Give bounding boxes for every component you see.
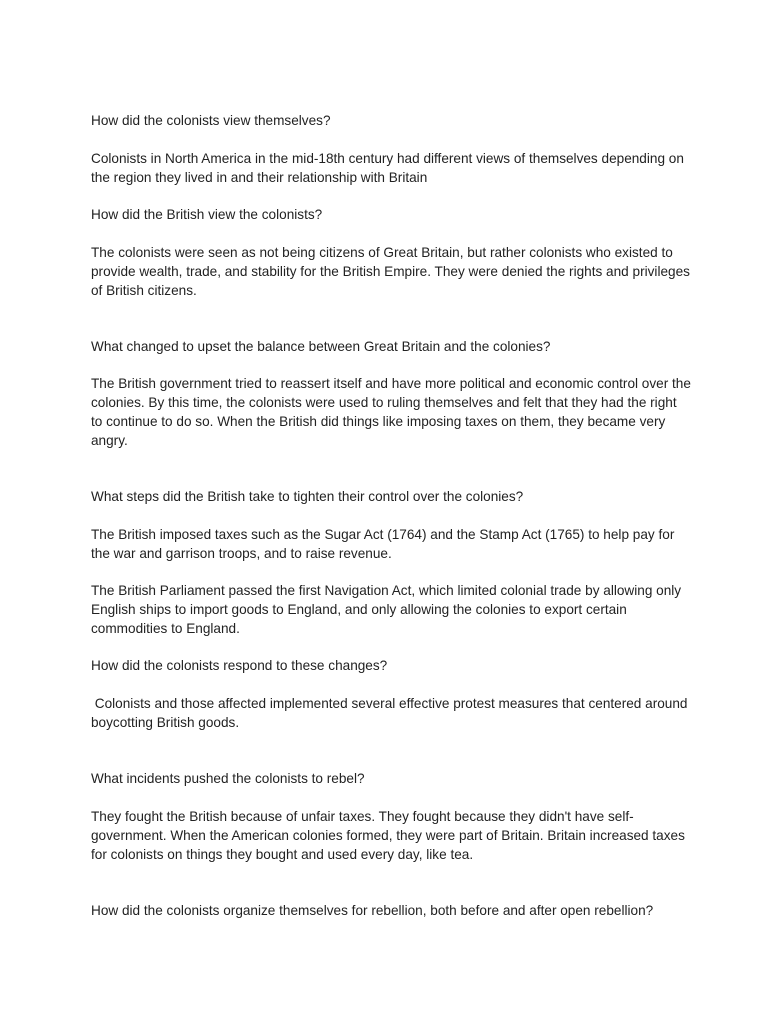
answer-colonists-respond: Colonists and those affected implemented several effective protest measures that centered around boycotting British goods. (91, 696, 692, 730)
question-incidents-rebel: What incidents pushed the colonists to rebel? (91, 771, 365, 786)
question-organize-rebellion: How did the colonists organize themselves for rebellion, both before and after open rebellion? (91, 903, 654, 918)
question-colonists-view-themselves: How did the colonists view themselves? (91, 113, 331, 128)
question-balance-upset: What changed to upset the balance between Great Britain and the colonies? (91, 339, 551, 354)
question-colonists-respond: How did the colonists respond to these changes? (91, 658, 388, 673)
question-british-steps: What steps did the British take to tighten their control over the colonies? (91, 489, 524, 504)
answer-british-taxes: The British imposed taxes such as the Sugar Act (1764) and the Stamp Act (1765) to help pay for the war and garrison troops, and to raise revenue. (91, 527, 675, 561)
answer-balance-upset: The British government tried to reassert itself and have more political and economic control over the colonies. By this time, the colonists were used to ruling themselves and felt that they had the right to continue to do so. When the British did things like imposing taxes on them, they became very angry. (91, 376, 691, 448)
answer-incidents-rebel: They fought the British because of unfair taxes. They fought because they didn't have self-government. When the American colonies formed, they were part of Britain. Britain increased taxes for colonists on things they bought and used every day, like tea. (91, 809, 685, 862)
question-british-view-colonists: How did the British view the colonists? (91, 207, 323, 222)
answer-navigation-act: The British Parliament passed the first Navigation Act, which limited colonial trade by allowing only English ships to import goods to England, and only allowing the colonies to export certain commodities to England. (91, 583, 682, 636)
answer-colonists-view-themselves: Colonists in North America in the mid-18th century had different views of themselves depending on the region they lived in and their relationship with Britain (91, 151, 684, 185)
answer-british-view-colonists: The colonists were seen as not being citizens of Great Britain, but rather colonists who existed to provide wealth, trade, and stability for the British Empire. They were denied the rights and privileges of British citizens. (91, 245, 690, 298)
